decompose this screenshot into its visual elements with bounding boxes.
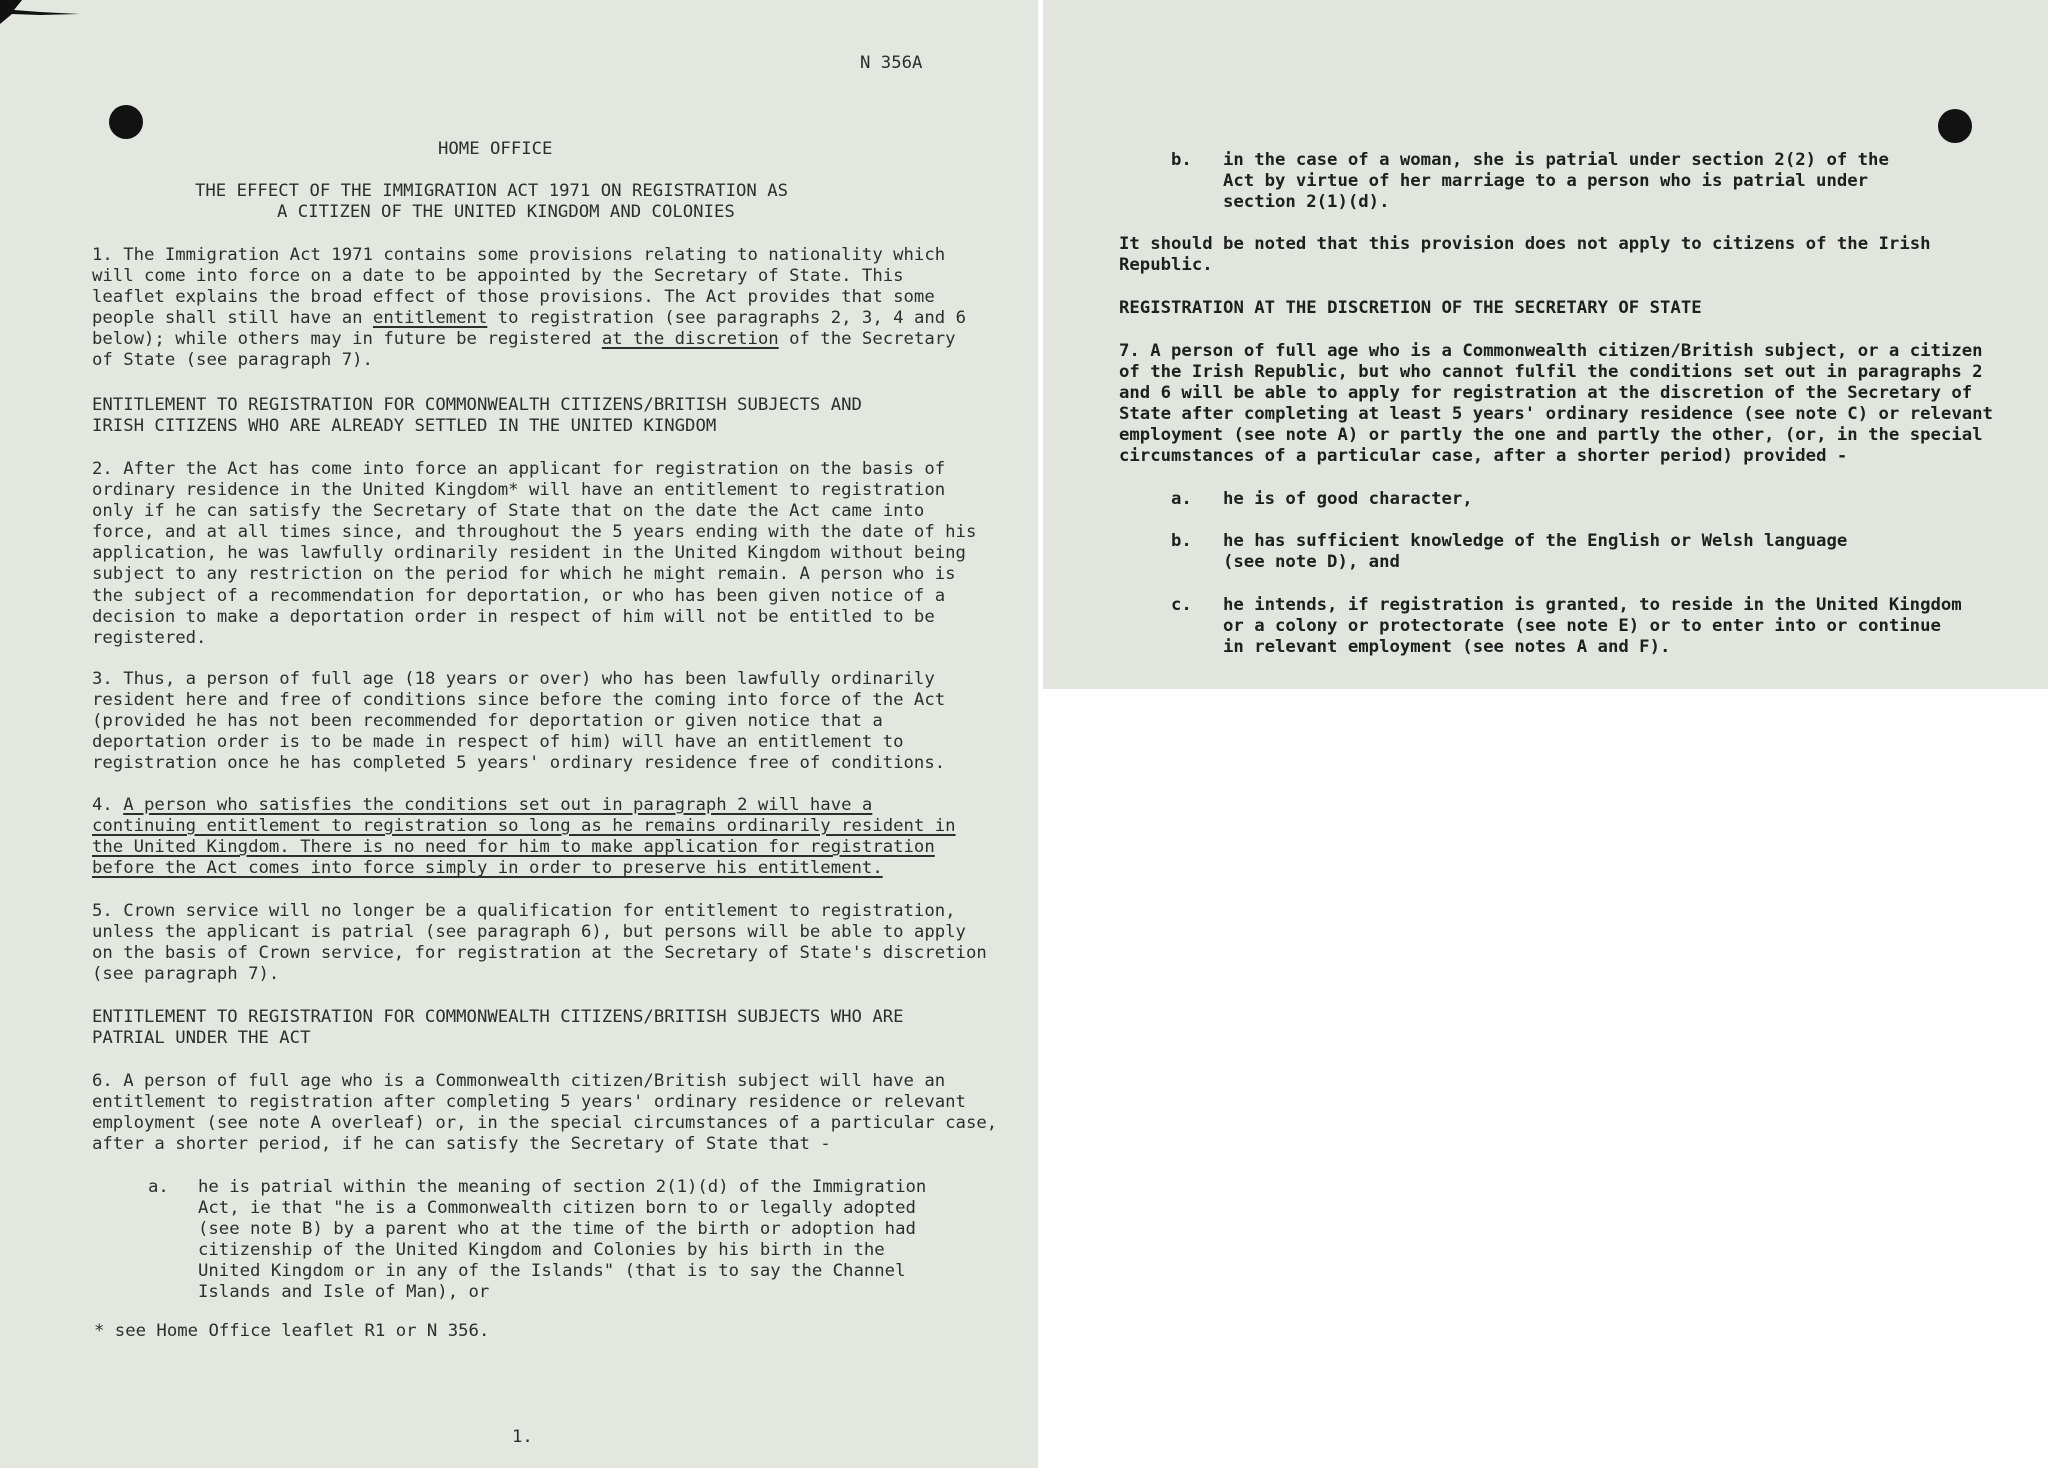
- condition-b: he has sufficient knowledge of the English or Welsh language (see note D), and: [1223, 531, 1848, 573]
- title-line-1: THE EFFECT OF THE IMMIGRATION ACT 1971 ON REGISTRATION AS: [195, 181, 789, 201]
- footnote: * see Home Office leaflet R1 or N 356.: [94, 1321, 490, 1341]
- paragraph-2: 2. After the Act has come into force an applicant for registration on the basis of ordinary residence in the United Kingdom* will have an entitlement to registration only if he can satisfy the Secretary of State that on the date the Act came into force, and at all times since, and throughout the 5 years ending with the date of his application, he was lawfully ordinarily resident in the United Kingdom without being subject to any restriction on the period for which he might remain. A person who is the subject of a recommendation for deportation, or who has been given notice of a decision to make a deportation order in respect of him will not be entitled to be registered.: [92, 459, 977, 648]
- condition-a: he is of good character,: [1223, 489, 1473, 509]
- paragraph-text-line: below); while others may in future be registered at the discretion of the Secretary: [92, 329, 956, 350]
- paragraph-3: 3. Thus, a person of full age (18 years or over) who has been lawfully ordinarily resident here and free of conditions since before the coming into force of the Act (provided he has not been recommended for deportation or given notice that a deportation order is to be made in respect of him) will have an entitlement to registration once he has completed 5 years' ordinary residence free of conditions.: [92, 669, 946, 774]
- section-heading-entitlement-patrial: ENTITLEMENT TO REGISTRATION FOR COMMONWEALTH CITIZENS/BRITISH SUBJECTS WHO ARE PATRIAL UNDER THE ACT: [92, 1007, 904, 1049]
- irish-republic-note: It should be noted that this provision does not apply to citizens of the Irish Republic.: [1119, 234, 1931, 276]
- list-item-label: b.: [1171, 150, 1192, 170]
- section-heading-discretion: REGISTRATION AT THE DISCRETION OF THE SECRETARY OF STATE: [1119, 298, 1702, 318]
- section-heading-entitlement-settled: ENTITLEMENT TO REGISTRATION FOR COMMONWEALTH CITIZENS/BRITISH SUBJECTS AND IRISH CITIZENS WHO ARE ALREADY SETTLED IN THE UNITED KINGDOM: [92, 395, 862, 437]
- document-reference: N 356A: [860, 53, 923, 73]
- document-page-right: [1043, 0, 2048, 689]
- punch-hole: [109, 105, 143, 139]
- paragraph-text-line: 1. The Immigration Act 1971 contains some provisions relating to nationality which: [92, 245, 946, 265]
- condition-c: he intends, if registration is granted, to reside in the United Kingdom or a colony or protectorate (see note E) or to enter into or continue in relevant employment (see notes A and F).: [1223, 595, 1962, 658]
- paragraph-6: 6. A person of full age who is a Commonwealth citizen/British subject will have an entitlement to registration after completing 5 years' ordinary residence or relevant employment (see note A overleaf) or, in the special circumstances of a particular case, after a shorter period, if he can satisfy the Secretary of State that -: [92, 1071, 998, 1155]
- page-number: 1.: [512, 1427, 533, 1447]
- paragraph-text-line: will come into force on a date to be appointed by the Secretary of State. This: [92, 266, 904, 287]
- paragraph-number: 4.: [92, 795, 113, 815]
- list-item-label: c.: [1171, 595, 1192, 615]
- paragraph-4: 4. A person who satisfies the conditions set out in paragraph 2 will have a continuing entitlement to registration so long as he remains ordinarily resident in the United Kingdom. There is no need for him to make application for registration before the Act comes into force simply in order to preserve his entitlement.: [92, 795, 956, 879]
- paragraph-text-line: of State (see paragraph 7).: [92, 350, 373, 371]
- paragraph-number: 7.: [1119, 341, 1140, 361]
- title-line-2: A CITIZEN OF THE UNITED KINGDOM AND COLONIES: [277, 202, 735, 222]
- list-item-a: he is patrial within the meaning of section 2(1)(d) of the Immigration Act, ie that "he is a Commonwealth citizen born to or legally adopted (see note B) by a parent who at the time of the birth or adoption had citizenship of the United Kingdom and Colonies by his birth in the United Kingdom or in any of the Islands" (that is to say the Channel Islands and Isle of Man), or: [198, 1177, 927, 1303]
- paragraph-1: [92, 245, 966, 372]
- underlined-term-discretion: at the discretion: [601, 329, 779, 350]
- page-heading: HOME OFFICE: [438, 139, 553, 159]
- paragraph-number: 3.: [92, 669, 113, 689]
- underlined-term-entitlement: entitlement: [372, 308, 488, 329]
- paragraph-5: 5. Crown service will no longer be a qualification for entitlement to registration, unless the applicant is patrial (see paragraph 6), but persons will be able to apply on the basis of Crown service, for registration at the Secretary of State's discretion (see paragraph 7).: [92, 901, 987, 985]
- list-item-label: a.: [1171, 489, 1192, 509]
- corner-tear-mark: [0, 0, 80, 24]
- list-item-label: a.: [148, 1177, 169, 1197]
- paragraph-number: 6.: [92, 1071, 113, 1091]
- paragraph-number: 2.: [92, 459, 113, 479]
- paragraph-text-line: people shall still have an entitlement to registration (see paragraphs 2, 3, 4 and 6: [92, 308, 966, 329]
- paragraph-number: 1.: [92, 245, 113, 265]
- list-item-label: b.: [1171, 531, 1192, 551]
- paragraph-number: 5.: [92, 901, 113, 921]
- punch-hole: [1938, 109, 1972, 143]
- list-item-b: in the case of a woman, she is patrial under section 2(2) of the Act by virtue of her marriage to a person who is patrial under section 2(1)(d).: [1223, 150, 1889, 213]
- paragraph-text-line: leaflet explains the broad effect of those provisions. The Act provides that some: [92, 287, 935, 308]
- paragraph-7: 7. A person of full age who is a Commonwealth citizen/British subject, or a citizen of the Irish Republic, but who cannot fulfil the conditions set out in paragraphs 2 and 6 will be able to apply for registration at the discretion of the Secretary of State after completing at least 5 years' ordinary residence (see note C) or relevant employment (see note A) or partly the one and partly the other, (or, in the special circumstances of a particular case, after a shorter period) provided -: [1119, 341, 1993, 467]
